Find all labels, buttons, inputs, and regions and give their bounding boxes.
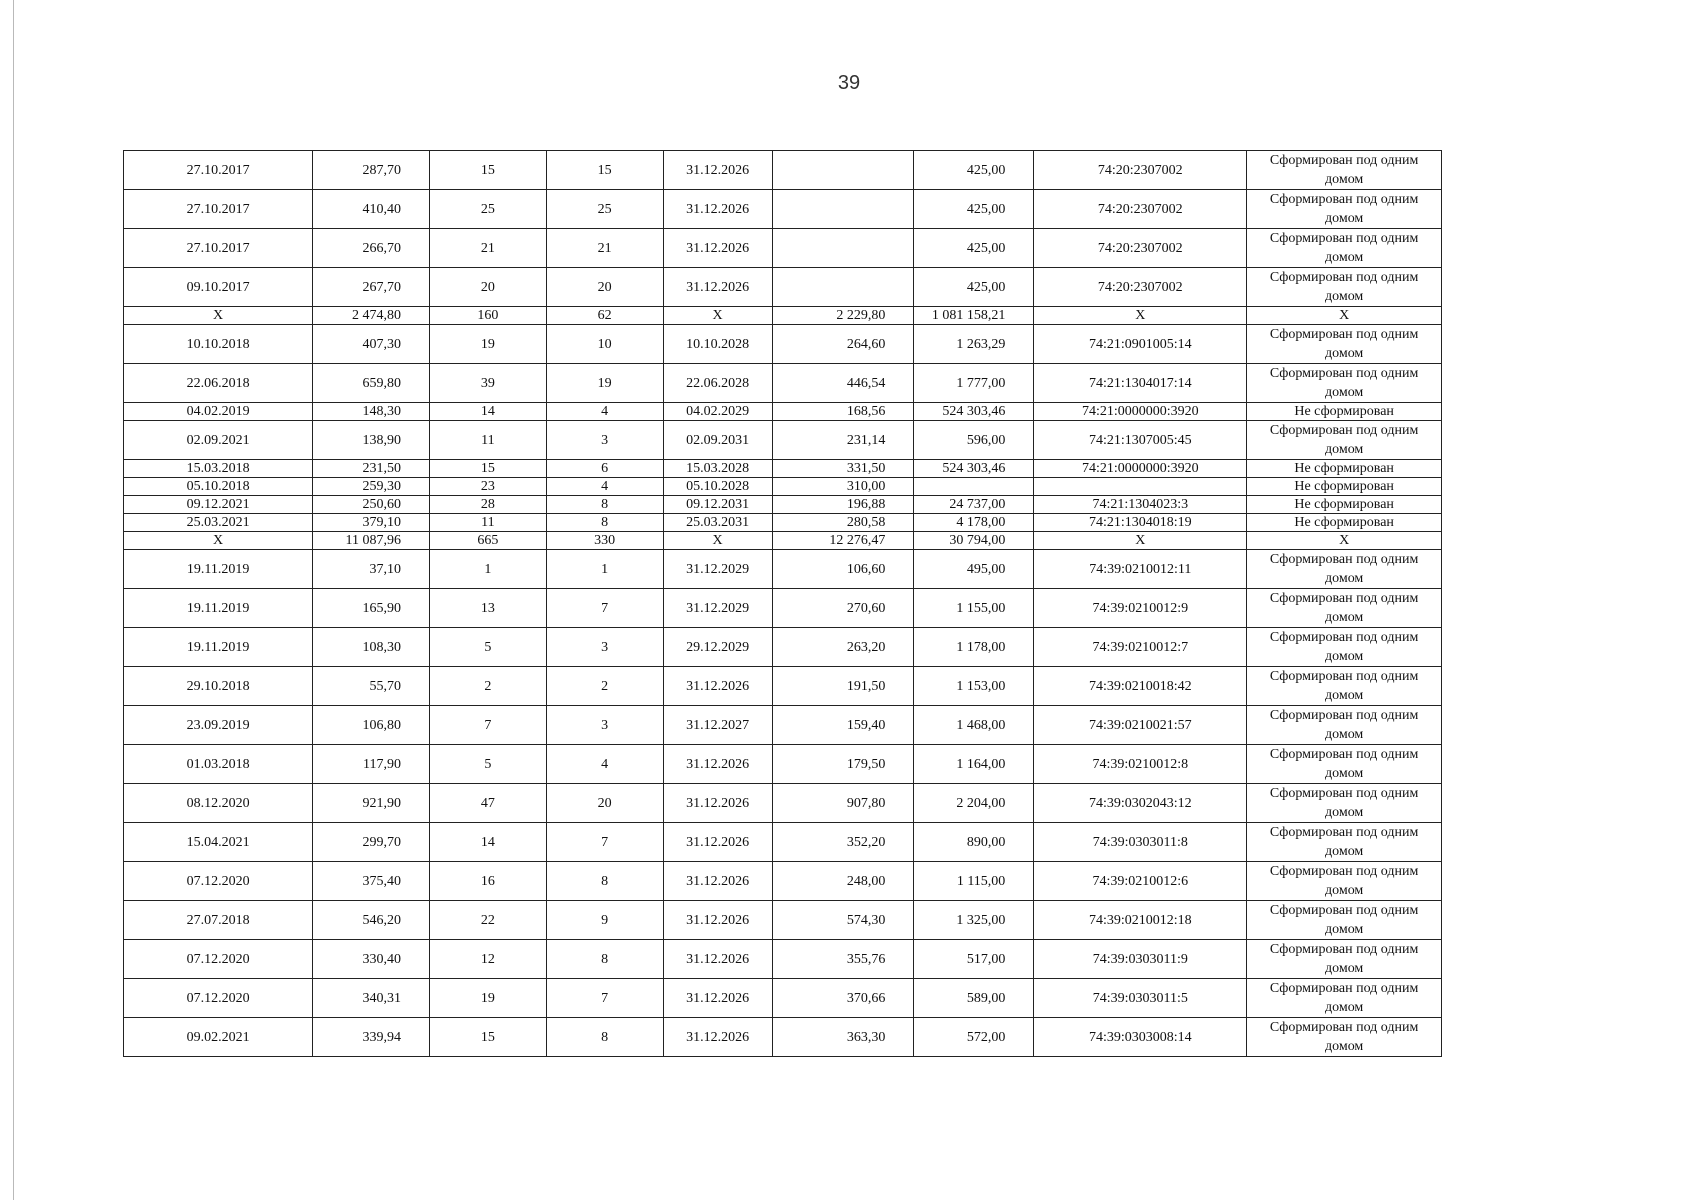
value2-cell: 524 303,46 [914,403,1034,421]
date-cell: 01.03.2018 [124,745,313,784]
count2-cell: 9 [546,901,663,940]
count2-cell: 10 [546,325,663,364]
area-cell: 379,10 [313,514,430,532]
date-cell: 25.03.2021 [124,514,313,532]
area-cell: 37,10 [313,550,430,589]
area-cell: 921,90 [313,784,430,823]
value2-cell: 1 164,00 [914,745,1034,784]
table-row [124,229,1442,268]
date-cell: 09.10.2017 [124,268,313,307]
value2-cell: 1 468,00 [914,706,1034,745]
table-row [124,901,1442,940]
date-cell: 07.12.2020 [124,862,313,901]
count-cell: 39 [429,364,546,403]
count-cell: 13 [429,589,546,628]
value-cell: 2 229,80 [772,307,914,325]
date-cell: 27.10.2017 [124,190,313,229]
table-body [124,151,1442,1057]
count-cell: 14 [429,823,546,862]
status-cell: Сформирован под одним домом [1247,979,1442,1018]
count2-cell: 8 [546,940,663,979]
status-cell: X [1247,532,1442,550]
table-row [124,823,1442,862]
area-cell: 267,70 [313,268,430,307]
count-cell: 11 [429,421,546,460]
table-row [124,745,1442,784]
cadastre-cell: 74:39:0303011:5 [1034,979,1247,1018]
status-cell: Не сформирован [1247,496,1442,514]
value2-cell: 495,00 [914,550,1034,589]
count2-cell: 8 [546,862,663,901]
cadastre-cell: 74:20:2307002 [1034,190,1247,229]
end-date-cell: 31.12.2026 [663,229,772,268]
status-cell: Сформирован под одним домом [1247,589,1442,628]
area-cell: 659,80 [313,364,430,403]
cadastre-cell: 74:21:1304018:19 [1034,514,1247,532]
count-cell: 12 [429,940,546,979]
value-cell: 191,50 [772,667,914,706]
table-row [124,496,1442,514]
count-cell: 5 [429,745,546,784]
end-date-cell: X [663,532,772,550]
date-cell: 19.11.2019 [124,550,313,589]
table-row [124,514,1442,532]
count-cell: 28 [429,496,546,514]
status-cell: Не сформирован [1247,514,1442,532]
area-cell: 165,90 [313,589,430,628]
table-row [124,307,1442,325]
value-cell: 331,50 [772,460,914,478]
count2-cell: 6 [546,460,663,478]
table-row [124,151,1442,190]
count2-cell: 4 [546,478,663,496]
table-row [124,706,1442,745]
date-cell: 04.02.2019 [124,403,313,421]
value2-cell: 1 178,00 [914,628,1034,667]
value-cell: 106,60 [772,550,914,589]
cadastre-cell: X [1034,532,1247,550]
value2-cell: 1 325,00 [914,901,1034,940]
area-cell: 339,94 [313,1018,430,1057]
count2-cell: 7 [546,589,663,628]
table-row [124,460,1442,478]
count2-cell: 7 [546,979,663,1018]
table-row [124,979,1442,1018]
cadastre-cell: 74:39:0303011:9 [1034,940,1247,979]
end-date-cell: X [663,307,772,325]
value-cell: 355,76 [772,940,914,979]
cadastre-cell: 74:21:0000000:3920 [1034,460,1247,478]
area-cell: 299,70 [313,823,430,862]
data-table [123,150,1442,1057]
end-date-cell: 31.12.2026 [663,862,772,901]
cadastre-cell: 74:21:1307005:45 [1034,421,1247,460]
end-date-cell: 09.12.2031 [663,496,772,514]
date-cell: 10.10.2018 [124,325,313,364]
scan-edge-line [13,0,14,1200]
date-cell: 07.12.2020 [124,940,313,979]
cadastre-cell: 74:39:0302043:12 [1034,784,1247,823]
count2-cell: 62 [546,307,663,325]
area-cell: 250,60 [313,496,430,514]
value-cell: 12 276,47 [772,532,914,550]
status-cell: Сформирован под одним домом [1247,268,1442,307]
value-cell [772,151,914,190]
table-row [124,478,1442,496]
count2-cell: 3 [546,706,663,745]
count-cell: 5 [429,628,546,667]
value2-cell: 596,00 [914,421,1034,460]
count2-cell: 1 [546,550,663,589]
value2-cell: 2 204,00 [914,784,1034,823]
count-cell: 47 [429,784,546,823]
page-number: 39 [837,72,861,94]
status-cell: Сформирован под одним домом [1247,364,1442,403]
count-cell: 21 [429,229,546,268]
value2-cell: 1 155,00 [914,589,1034,628]
date-cell: 29.10.2018 [124,667,313,706]
table-row [124,940,1442,979]
cadastre-cell: 74:21:1304017:14 [1034,364,1247,403]
count2-cell: 4 [546,403,663,421]
value2-cell: 24 737,00 [914,496,1034,514]
cadastre-cell: 74:39:0210012:6 [1034,862,1247,901]
value-cell: 363,30 [772,1018,914,1057]
date-cell: 07.12.2020 [124,979,313,1018]
cadastre-cell: 74:20:2307002 [1034,151,1247,190]
end-date-cell: 31.12.2026 [663,151,772,190]
value2-cell: 1 263,29 [914,325,1034,364]
count2-cell: 2 [546,667,663,706]
value2-cell: 1 115,00 [914,862,1034,901]
end-date-cell: 31.12.2026 [663,1018,772,1057]
value-cell: 310,00 [772,478,914,496]
count2-cell: 21 [546,229,663,268]
end-date-cell: 31.12.2029 [663,550,772,589]
status-cell: X [1247,307,1442,325]
area-cell: 11 087,96 [313,532,430,550]
value2-cell: 1 081 158,21 [914,307,1034,325]
count-cell: 15 [429,1018,546,1057]
value2-cell: 4 178,00 [914,514,1034,532]
end-date-cell: 04.02.2029 [663,403,772,421]
end-date-cell: 25.03.2031 [663,514,772,532]
count-cell: 20 [429,268,546,307]
cadastre-cell: 74:21:1304023:3 [1034,496,1247,514]
cadastre-cell: 74:20:2307002 [1034,268,1247,307]
count-cell: 23 [429,478,546,496]
value2-cell: 1 153,00 [914,667,1034,706]
date-cell: 09.12.2021 [124,496,313,514]
cadastre-cell: 74:39:0210012:9 [1034,589,1247,628]
value2-cell: 890,00 [914,823,1034,862]
count-cell: 15 [429,460,546,478]
area-cell: 108,30 [313,628,430,667]
value-cell: 270,60 [772,589,914,628]
table-row [124,403,1442,421]
area-cell: 410,40 [313,190,430,229]
table-row [124,325,1442,364]
area-cell: 546,20 [313,901,430,940]
area-cell: 106,80 [313,706,430,745]
cadastre-cell: 74:39:0210018:42 [1034,667,1247,706]
value-cell: 168,56 [772,403,914,421]
status-cell: Сформирован под одним домом [1247,940,1442,979]
value-cell [772,268,914,307]
count2-cell: 7 [546,823,663,862]
count2-cell: 8 [546,496,663,514]
value2-cell: 425,00 [914,268,1034,307]
count-cell: 2 [429,667,546,706]
value-cell [772,190,914,229]
date-cell: 09.02.2021 [124,1018,313,1057]
status-cell: Сформирован под одним домом [1247,784,1442,823]
count-cell: 11 [429,514,546,532]
status-cell: Сформирован под одним домом [1247,1018,1442,1057]
status-cell: Сформирован под одним домом [1247,901,1442,940]
area-cell: 55,70 [313,667,430,706]
end-date-cell: 29.12.2029 [663,628,772,667]
table-row [124,550,1442,589]
date-cell: 22.06.2018 [124,364,313,403]
count2-cell: 330 [546,532,663,550]
end-date-cell: 10.10.2028 [663,325,772,364]
area-cell: 330,40 [313,940,430,979]
end-date-cell: 15.03.2028 [663,460,772,478]
cadastre-cell: 74:39:0210012:11 [1034,550,1247,589]
status-cell: Сформирован под одним домом [1247,862,1442,901]
count-cell: 19 [429,325,546,364]
status-cell: Сформирован под одним домом [1247,151,1442,190]
status-cell: Сформирован под одним домом [1247,325,1442,364]
count-cell: 14 [429,403,546,421]
count2-cell: 3 [546,628,663,667]
cadastre-cell: 74:39:0303011:8 [1034,823,1247,862]
date-cell: 27.07.2018 [124,901,313,940]
value2-cell: 425,00 [914,229,1034,268]
area-cell: 138,90 [313,421,430,460]
value-cell: 280,58 [772,514,914,532]
count-cell: 25 [429,190,546,229]
value2-cell: 524 303,46 [914,460,1034,478]
cadastre-cell: 74:39:0210012:8 [1034,745,1247,784]
area-cell: 117,90 [313,745,430,784]
value2-cell: 30 794,00 [914,532,1034,550]
value2-cell: 425,00 [914,190,1034,229]
count-cell: 160 [429,307,546,325]
count-cell: 665 [429,532,546,550]
date-cell: 15.03.2018 [124,460,313,478]
date-cell: 19.11.2019 [124,628,313,667]
status-cell: Сформирован под одним домом [1247,190,1442,229]
end-date-cell: 31.12.2026 [663,268,772,307]
date-cell: 27.10.2017 [124,229,313,268]
date-cell: X [124,532,313,550]
table-row [124,190,1442,229]
count-cell: 19 [429,979,546,1018]
table-row [124,1018,1442,1057]
count-cell: 16 [429,862,546,901]
value-cell: 370,66 [772,979,914,1018]
count2-cell: 8 [546,514,663,532]
value-cell: 231,14 [772,421,914,460]
value2-cell: 517,00 [914,940,1034,979]
end-date-cell: 31.12.2026 [663,901,772,940]
end-date-cell: 31.12.2026 [663,784,772,823]
table-row [124,628,1442,667]
area-cell: 231,50 [313,460,430,478]
end-date-cell: 31.12.2027 [663,706,772,745]
count2-cell: 8 [546,1018,663,1057]
count2-cell: 25 [546,190,663,229]
end-date-cell: 31.12.2026 [663,979,772,1018]
table-row [124,532,1442,550]
count2-cell: 4 [546,745,663,784]
date-cell: 23.09.2019 [124,706,313,745]
value-cell: 352,20 [772,823,914,862]
value-cell: 248,00 [772,862,914,901]
status-cell: Сформирован под одним домом [1247,706,1442,745]
value-cell: 263,20 [772,628,914,667]
end-date-cell: 02.09.2031 [663,421,772,460]
date-cell: 08.12.2020 [124,784,313,823]
end-date-cell: 22.06.2028 [663,364,772,403]
end-date-cell: 31.12.2026 [663,823,772,862]
value-cell: 179,50 [772,745,914,784]
area-cell: 148,30 [313,403,430,421]
table-row [124,667,1442,706]
date-cell: X [124,307,313,325]
count2-cell: 19 [546,364,663,403]
area-cell: 340,31 [313,979,430,1018]
value-cell: 196,88 [772,496,914,514]
end-date-cell: 31.12.2026 [663,940,772,979]
area-cell: 266,70 [313,229,430,268]
count2-cell: 20 [546,268,663,307]
end-date-cell: 31.12.2026 [663,667,772,706]
table-row [124,268,1442,307]
cadastre-cell: 74:39:0210012:7 [1034,628,1247,667]
end-date-cell: 31.12.2026 [663,745,772,784]
status-cell: Сформирован под одним домом [1247,667,1442,706]
area-cell: 2 474,80 [313,307,430,325]
table-row [124,862,1442,901]
value2-cell [914,478,1034,496]
value2-cell: 589,00 [914,979,1034,1018]
status-cell: Сформирован под одним домом [1247,823,1442,862]
cadastre-cell: 74:39:0303008:14 [1034,1018,1247,1057]
count-cell: 1 [429,550,546,589]
end-date-cell: 31.12.2029 [663,589,772,628]
count-cell: 22 [429,901,546,940]
value2-cell: 1 777,00 [914,364,1034,403]
date-cell: 15.04.2021 [124,823,313,862]
table-row [124,589,1442,628]
date-cell: 05.10.2018 [124,478,313,496]
area-cell: 287,70 [313,151,430,190]
table-row [124,364,1442,403]
status-cell: Не сформирован [1247,403,1442,421]
date-cell: 02.09.2021 [124,421,313,460]
count-cell: 15 [429,151,546,190]
area-cell: 259,30 [313,478,430,496]
date-cell: 19.11.2019 [124,589,313,628]
value2-cell: 425,00 [914,151,1034,190]
area-cell: 375,40 [313,862,430,901]
status-cell: Не сформирован [1247,478,1442,496]
count-cell: 7 [429,706,546,745]
cadastre-cell: X [1034,307,1247,325]
status-cell: Сформирован под одним домом [1247,229,1442,268]
count2-cell: 20 [546,784,663,823]
table-row [124,421,1442,460]
value-cell: 574,30 [772,901,914,940]
status-cell: Сформирован под одним домом [1247,421,1442,460]
value-cell: 264,60 [772,325,914,364]
value-cell: 446,54 [772,364,914,403]
status-cell: Не сформирован [1247,460,1442,478]
value-cell: 907,80 [772,784,914,823]
end-date-cell: 05.10.2028 [663,478,772,496]
cadastre-cell [1034,478,1247,496]
cadastre-cell: 74:21:0901005:14 [1034,325,1247,364]
value2-cell: 572,00 [914,1018,1034,1057]
end-date-cell: 31.12.2026 [663,190,772,229]
value-cell: 159,40 [772,706,914,745]
area-cell: 407,30 [313,325,430,364]
status-cell: Сформирован под одним домом [1247,745,1442,784]
value-cell [772,229,914,268]
cadastre-cell: 74:21:0000000:3920 [1034,403,1247,421]
cadastre-cell: 74:39:0210021:57 [1034,706,1247,745]
date-cell: 27.10.2017 [124,151,313,190]
cadastre-cell: 74:39:0210012:18 [1034,901,1247,940]
status-cell: Сформирован под одним домом [1247,628,1442,667]
count2-cell: 15 [546,151,663,190]
cadastre-cell: 74:20:2307002 [1034,229,1247,268]
count2-cell: 3 [546,421,663,460]
status-cell: Сформирован под одним домом [1247,550,1442,589]
table-row [124,784,1442,823]
